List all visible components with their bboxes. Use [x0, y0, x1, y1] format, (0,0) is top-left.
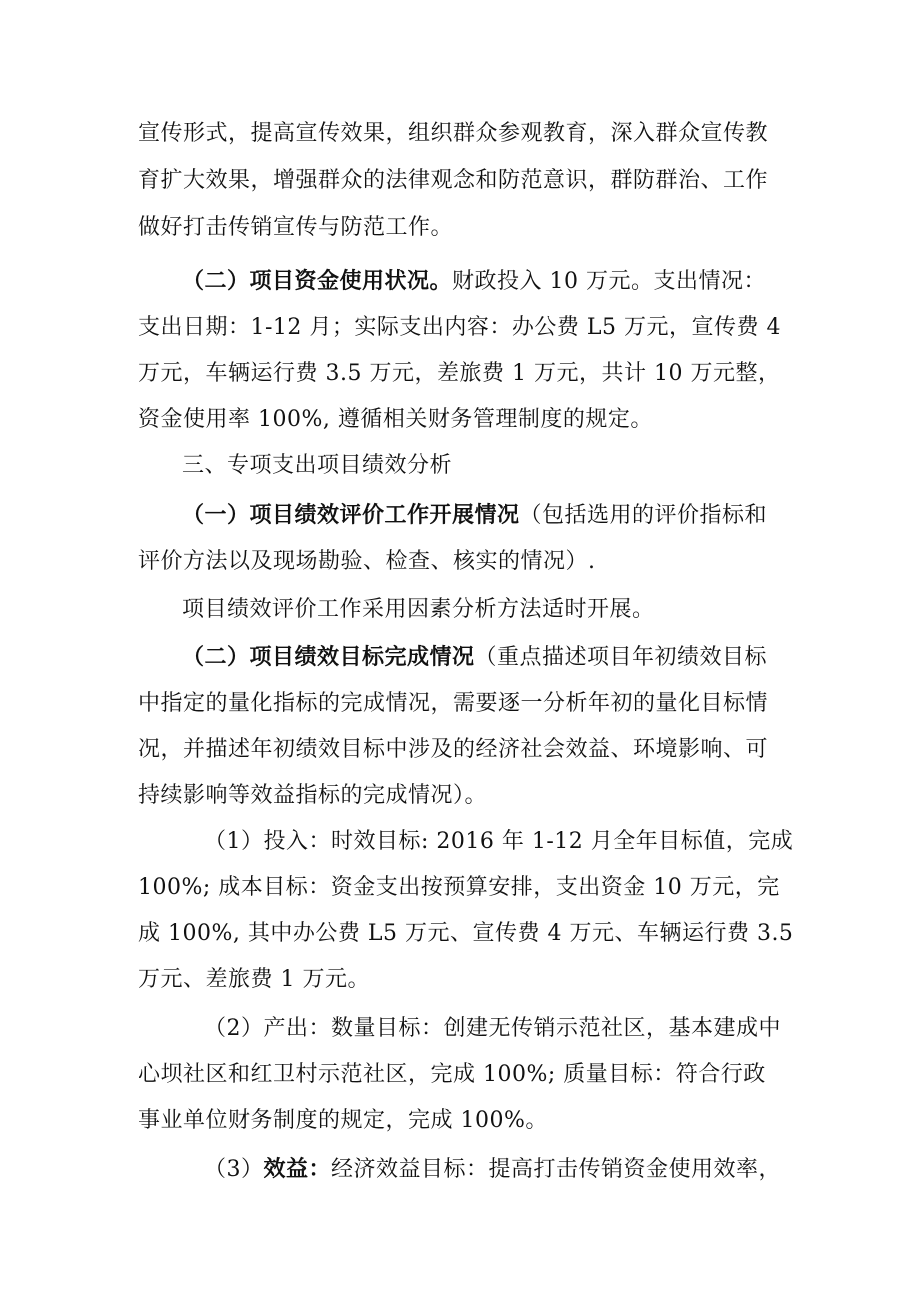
p5-line-2: 中指定的量化指标的完成情况，需要逐一分析年初的量化目标情: [138, 691, 769, 716]
p2-line-1: [182, 260, 766, 304]
p6-line-1: （1）投入：时效目标: 2016 年 1-12 月全年目标值，完成: [204, 829, 794, 854]
p7-line-2: 心坝社区和红卫村示范社区，完成 100%; 质量目标：符合行政: [138, 1062, 766, 1087]
p3-title: （一）项目绩效评价工作开展情况: [182, 503, 520, 528]
p7-line-1: （2）产出：数量目标：创建无传销示范社区，基本建成中: [204, 1016, 781, 1041]
p5-title: （二）项目绩效目标完成情况: [182, 645, 475, 670]
p2-title: （二）项目资金使用状况。: [182, 269, 453, 294]
p3-line-1-text: （包括选用的评价指标和: [519, 503, 768, 528]
p2-line-1-text: 财政投入 10 万元。支出情况：: [452, 269, 766, 294]
p8-line-1: [204, 1148, 781, 1192]
p1-line-2: 育扩大效果，增强群众的法律观念和防范意识，群防群治、工作: [138, 168, 769, 193]
p2-line-3: 万元，车辆运行费 3.5 万元，差旅费 1 万元，共计 10 万元整，: [138, 361, 781, 386]
p5-line-4: 持续影响等效益指标的完成情况）。: [138, 783, 488, 808]
p1-line-3: 做好打击传销宣传与防范工作。: [138, 215, 454, 240]
p3-line-1: [182, 494, 767, 538]
p4-line-1: 项目绩效评价工作采用因素分析方法适时开展。: [182, 597, 655, 622]
p5-line-3: 况，并描述年初绩效目标中涉及的经济社会效益、环境影响、可: [138, 737, 769, 762]
p6-line-4: 万元、差旅费 1 万元。: [138, 967, 370, 992]
p5-line-1: [182, 636, 767, 680]
p7-line-3: 事业单位财务制度的规定，完成 100%。: [138, 1108, 548, 1133]
p2-line-4: 资金使用率 100%, 遵循相关财务管理制度的规定。: [138, 407, 653, 432]
section-3-heading: 三、专项支出项目绩效分析: [182, 453, 453, 478]
p2-line-2: 支出日期：1-12 月；实际支出内容：办公费 L5 万元，宣传费 4: [138, 315, 782, 340]
p6-line-2: 100%; 成本目标：资金支出按预算安排，支出资金 10 万元，完: [138, 875, 780, 900]
p8-line-1-text: 经济效益目标：提高打击传销资金使用效率，: [331, 1157, 782, 1182]
p1-line-1: 宣传形式，提高宣传效果，组织群众参观教育，深入群众宣传教: [138, 121, 769, 146]
p5-line-1-text: （重点描述项目年初绩效目标: [474, 645, 768, 670]
p8-title: 效益：: [263, 1157, 332, 1182]
p8-prefix: （3）: [204, 1157, 264, 1182]
p3-line-2: 评价方法以及现场勘验、检查、核实的情况）.: [138, 549, 596, 574]
p6-line-3: 成 100%, 其中办公费 L5 万元、宣传费 4 万元、车辆运行费 3.5: [138, 921, 794, 946]
